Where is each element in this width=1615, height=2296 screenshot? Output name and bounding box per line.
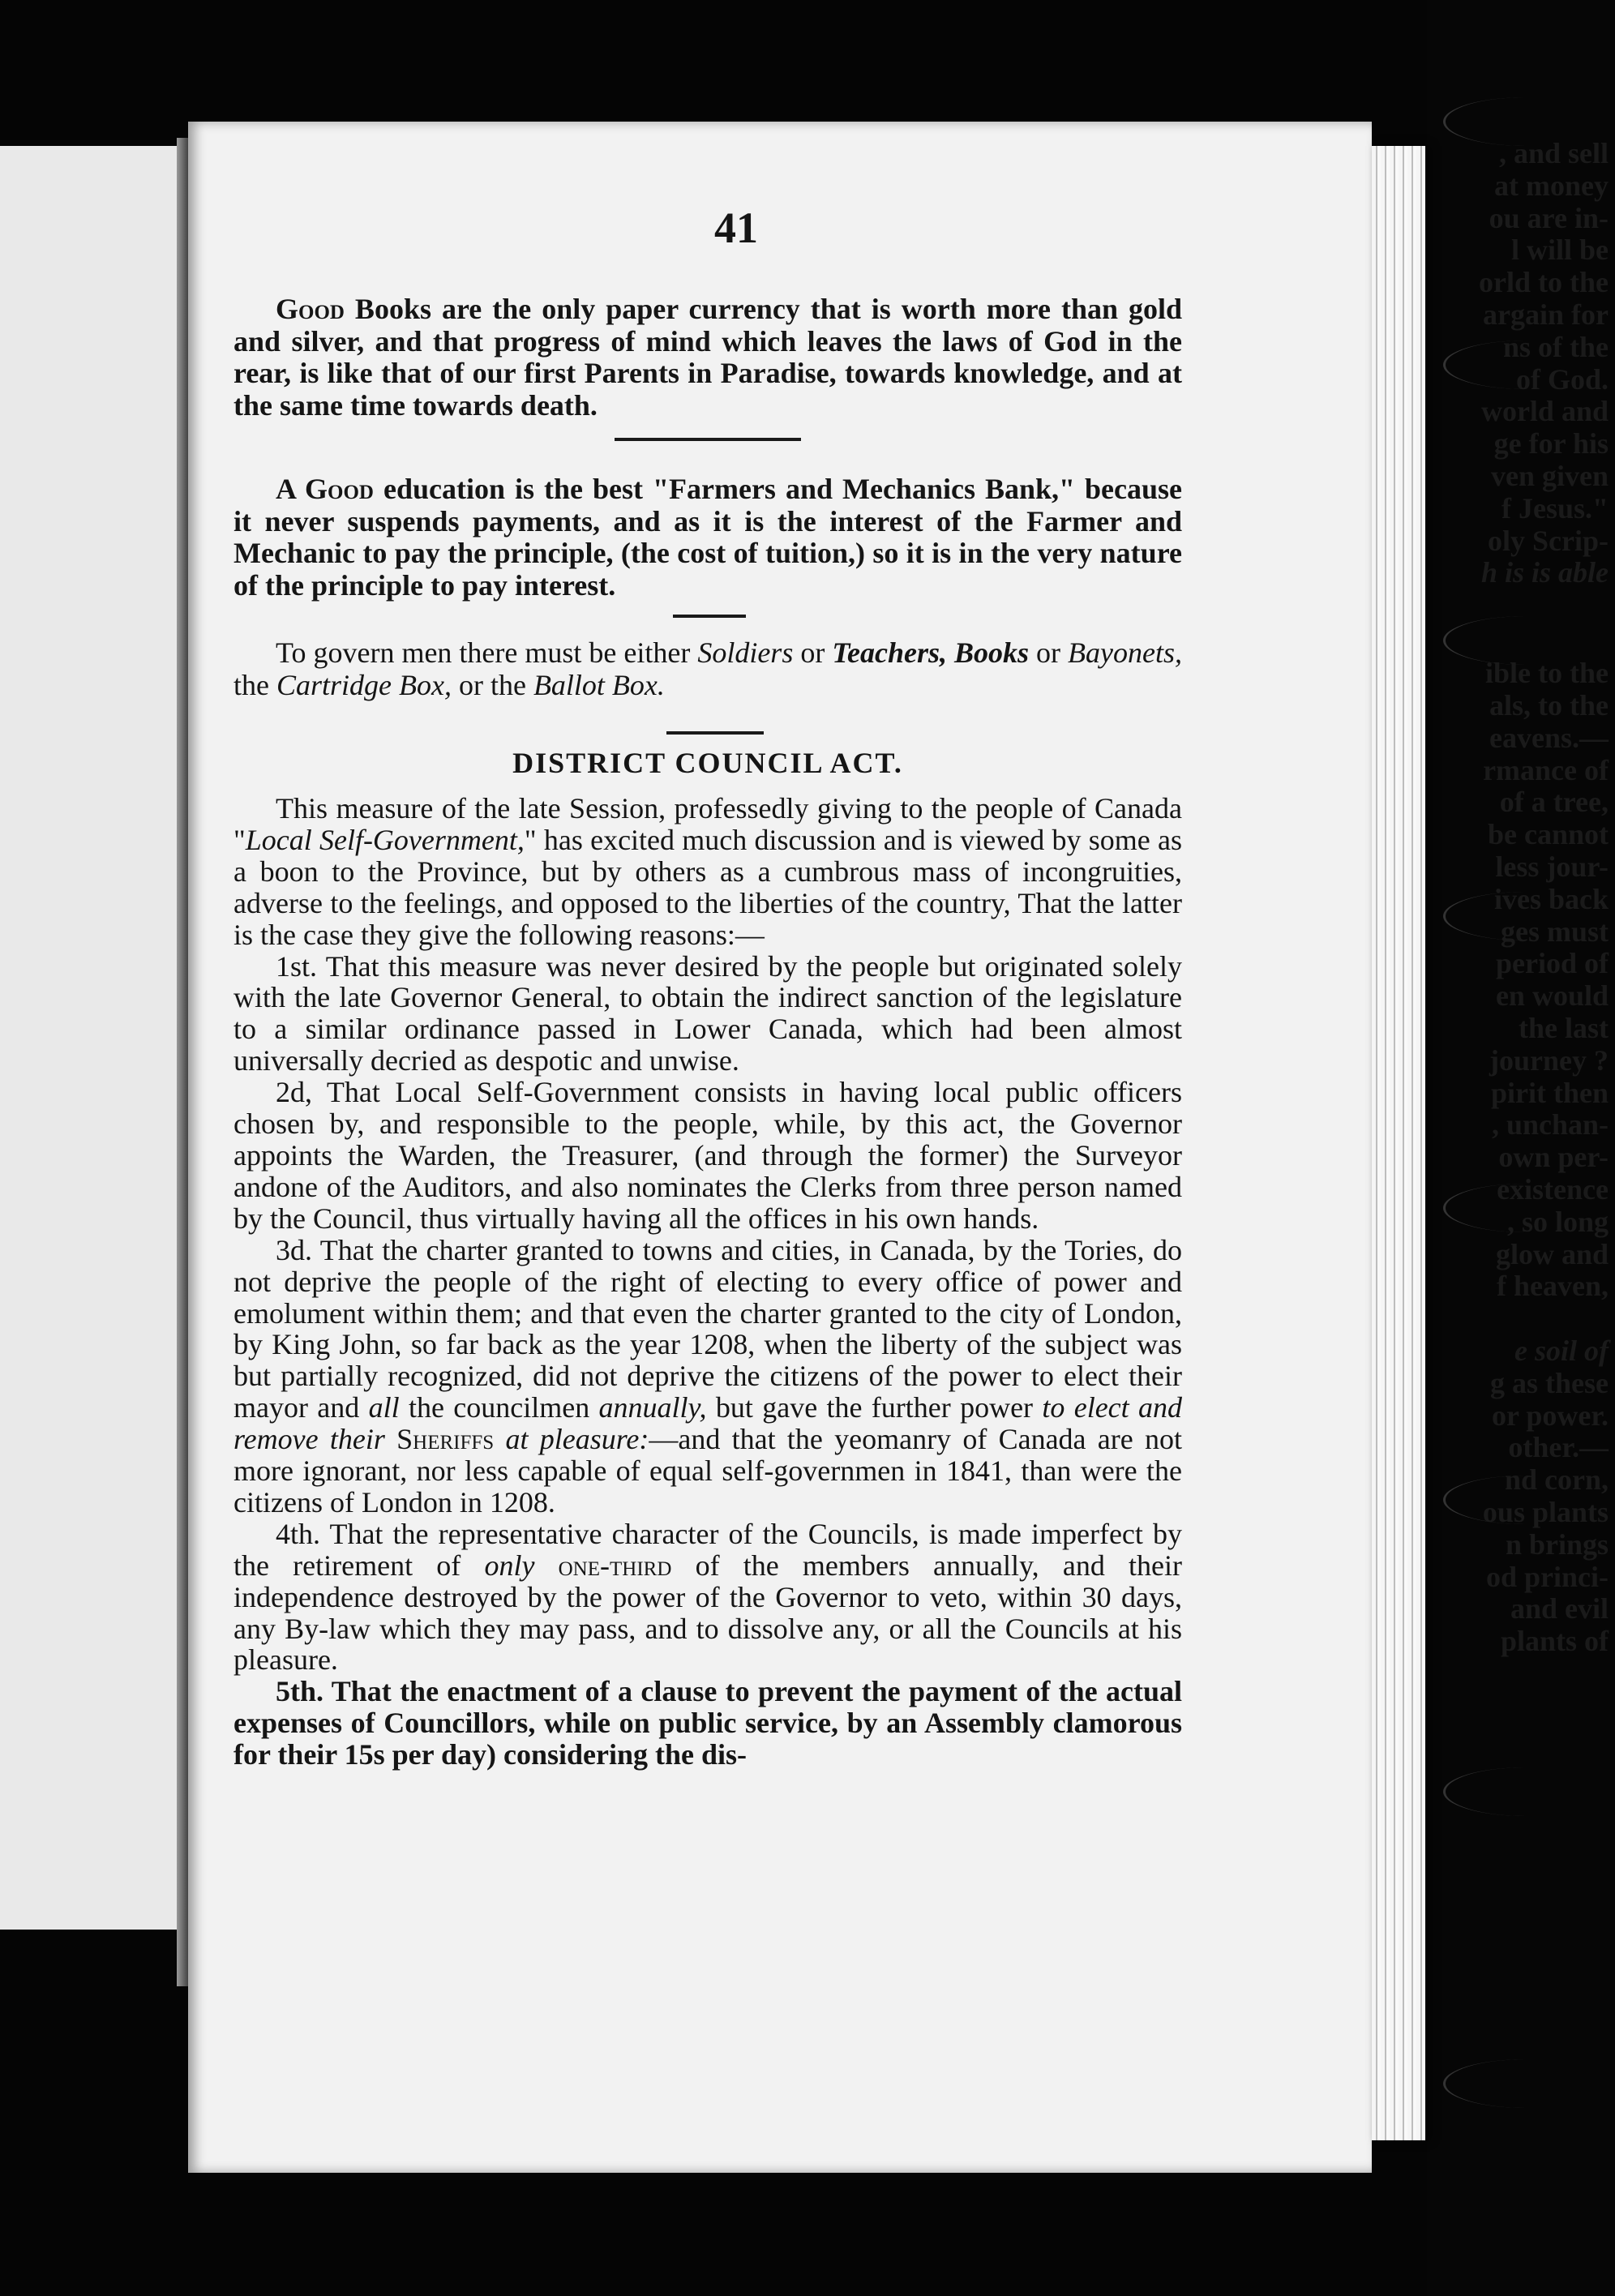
left-page-line: ge for his (1493, 427, 1609, 460)
page-number: 41 (714, 203, 758, 252)
reason-2: 2d, That Local Self-Government consists in having local public officers chosen by, and responsible to the people, while, by this act, the Governor appoints the Warden, the Treasurer, (and through the former) the Surveyor andone of the Auditors, and also nominates the Clerks from three person named by the Council, thus virtually having all the offices in his own hands. (233, 1076, 1182, 1235)
left-page-line: existence (1497, 1172, 1609, 1206)
left-page-line: period of (1496, 947, 1609, 980)
left-page-line: journey ? (1489, 1043, 1609, 1077)
section-heading: DISTRICT COUNCIL ACT. (512, 747, 903, 779)
left-page-line: f heaven, (1497, 1270, 1609, 1303)
left-page-line: world and (1480, 395, 1609, 428)
left-page-line: less jour- (1495, 850, 1609, 883)
left-page-line: and evil (1510, 1592, 1609, 1626)
page-edges (1372, 146, 1425, 2140)
left-page-line: , unchan- (1491, 1108, 1609, 1142)
left-page-line: als, to the (1489, 688, 1609, 722)
divider-rule (615, 438, 801, 441)
left-page-line: g as these (1490, 1366, 1609, 1399)
left-page-text (1422, 138, 1609, 1658)
left-page-line: h is is able (1480, 556, 1609, 589)
left-page-line: eavens.— (1489, 721, 1609, 754)
left-page-line: of God. (1515, 362, 1609, 396)
act-intro: This measure of the late Session, professedly giving to the people of Canada "Local Self-Government," has excited much discussion and is viewed by some as a boon to the Province, but by others as a cumbrous mass of incongruities, adverse to the feelings, and opposed to the liberties of the country, That the latter is the case they give the following reasons:— (233, 792, 1183, 951)
left-page-line: l will be (1510, 233, 1609, 267)
left-page-line: plants of (1500, 1625, 1609, 1658)
left-page-line: orld to the (1479, 266, 1609, 299)
left-page-line: n brings (1505, 1527, 1609, 1561)
left-page-line: at money (1494, 169, 1609, 202)
left-page-line: , so long (1506, 1205, 1609, 1238)
left-page-line: pirit then (1490, 1076, 1609, 1109)
left-page-line: ous plants (1482, 1496, 1609, 1529)
paragraph-govern-men: To govern men there must be either Soldiers or Teachers, Books or Bayonets, the Cartridge Box, or the Ballot Box. (233, 636, 1182, 701)
left-page-line: f Jesus." (1501, 491, 1609, 525)
left-page-line: or power. (1492, 1399, 1609, 1432)
left-page-line: be cannot (1487, 818, 1609, 851)
left-page-line: oly Scrip- (1488, 524, 1609, 557)
left-page-line: e soil of (1514, 1334, 1609, 1368)
paragraph-good-books: Good Books are the only paper currency that is worth more than gold and silver, and that progress of mind which leaves the laws of God in the rear, is like that of our first Parents in Paradise, towards knowledge, and at the same time towards death. (233, 293, 1182, 422)
left-page-line: glow and (1495, 1237, 1609, 1270)
divider-rule (666, 731, 764, 735)
left-page-line: ives back (1493, 882, 1609, 915)
left-page-line: ven given (1490, 459, 1609, 492)
reason-4: 4th. That the representative character of the Councils, is made imperfect by the retirement of only one-third of the members annually, and their independence destroyed by the power of the Governor to veto, within 30 days, any By-law which they may pass, and to dissolve any, or all the Councils at his pleasure. (233, 1517, 1182, 1677)
left-page-line: ges must (1501, 915, 1609, 948)
left-page-line: od princi- (1485, 1560, 1609, 1593)
district-council-act-body (233, 793, 1182, 1771)
divider-rule (673, 615, 746, 618)
left-page-line: ou are in- (1489, 201, 1609, 234)
left-page-line: argain for (1483, 298, 1609, 331)
left-page (0, 146, 188, 1930)
left-page-line: own per- (1498, 1141, 1609, 1174)
reason-1: 1st. That this measure was never desired by the people but originated solely with the late Governor General, to obtain the indirect sanction of the legislature to a similar ordinance passed in Lower Canada, which had been almost universally decried as despotic and unwise. (233, 949, 1182, 1077)
left-page-line: nd corn, (1504, 1463, 1609, 1497)
left-page-line: the last (1519, 1011, 1609, 1044)
left-page-line: rmance of (1483, 753, 1609, 786)
reason-3: 3d. That the charter granted to towns and cities, in Canada, by the Tories, do not deprive the people of the right of electing to every office of power and emolument within them; and that even the charter granted to the city of London, by King John, so far back as the year 1208, when the liberty of the subject was but partially recognized, did not deprive the citizens of the power to elect their mayor and all the councilmen annually, but gave the further power to elect and remove their Sheriffs at pleasure:—and that the yeomanry of Canada are not more ignorant, nor less capable of equal self-governmen in 1841, than were the citizens of London in 1208. (233, 1233, 1182, 1519)
left-page-line: other.— (1508, 1431, 1609, 1464)
left-page-line: , and sell (1498, 137, 1609, 169)
reason-5: 5th. That the enactment of a clause to prevent the payment of the actual expenses of Councillors, while on public service, by an Assembly clamorous for their 15s per day) considering the dis- (233, 1675, 1182, 1771)
paragraph-good-education: A Good education is the best "Farmers and Mechanics Bank," because it never suspends payments, and as it is the interest of the Farmer and Mechanic to pay the principle, (the cost of tuition,) so it is in the very nature of the principle to pay interest. (233, 473, 1183, 602)
left-page-line: of a tree, (1499, 786, 1609, 819)
left-page-line: ns of the (1502, 330, 1609, 363)
left-page-line: en would (1495, 979, 1609, 1013)
left-page-line: ible to the (1485, 657, 1609, 690)
